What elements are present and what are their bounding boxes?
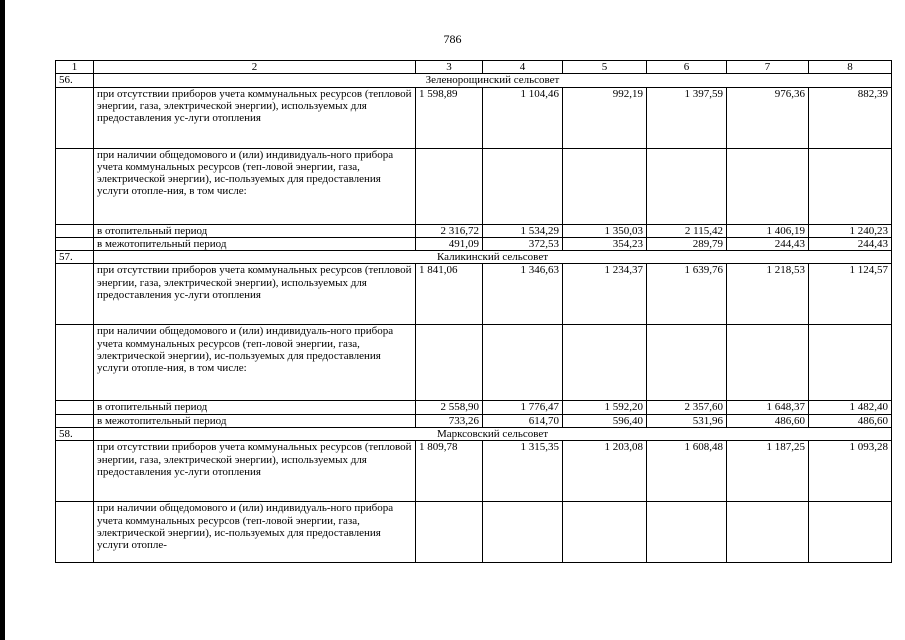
value-cell: 486,60 <box>727 414 809 427</box>
value-cell <box>416 502 483 563</box>
value-cell: 1 240,23 <box>809 224 892 237</box>
row-number-cell <box>56 414 94 427</box>
value-cell <box>483 148 563 224</box>
value-cell <box>416 325 483 401</box>
value-cell: 976,36 <box>727 87 809 148</box>
section-row <box>56 74 892 87</box>
row-number-cell <box>56 502 94 563</box>
row-number-cell <box>56 87 94 148</box>
row-number-cell <box>56 148 94 224</box>
column-header: 7 <box>727 61 809 74</box>
value-cell: 244,43 <box>809 237 892 250</box>
page-edge-bar <box>0 0 5 640</box>
value-cell: 1 350,03 <box>563 224 647 237</box>
section-number: 58. <box>56 428 94 441</box>
value-cell: 614,70 <box>483 414 563 427</box>
value-cell: 1 809,78 <box>416 441 483 502</box>
row-label: в отопительный период <box>94 401 416 414</box>
row-label: при наличии общедомового и (или) индивидуаль-ного прибора учета коммунальных ресурсов (теп-ловой энергии, газа, электрической энергии), ис-пользуемых для предоставления услуги отопле-ния, в том числе: <box>94 325 416 401</box>
value-cell <box>416 148 483 224</box>
table-row <box>56 401 892 414</box>
value-cell: 596,40 <box>563 414 647 427</box>
value-cell: 1 482,40 <box>809 401 892 414</box>
section-number: 57. <box>56 251 94 264</box>
table-row <box>56 414 892 427</box>
section-row <box>56 251 892 264</box>
value-cell: 992,19 <box>563 87 647 148</box>
table-row <box>56 264 892 325</box>
value-cell: 1 592,20 <box>563 401 647 414</box>
row-number-cell <box>56 325 94 401</box>
value-cell <box>563 502 647 563</box>
section-title: Зеленорощинский сельсовет <box>94 74 892 87</box>
value-cell: 2 115,42 <box>647 224 727 237</box>
column-header: 2 <box>94 61 416 74</box>
value-cell: 2 558,90 <box>416 401 483 414</box>
value-cell: 1 234,37 <box>563 264 647 325</box>
value-cell: 372,53 <box>483 237 563 250</box>
table-row <box>56 224 892 237</box>
value-cell <box>727 148 809 224</box>
value-cell: 531,96 <box>647 414 727 427</box>
value-cell: 1 608,48 <box>647 441 727 502</box>
column-header: 6 <box>647 61 727 74</box>
row-label: в межотопительный период <box>94 237 416 250</box>
value-cell: 289,79 <box>647 237 727 250</box>
table-row <box>56 148 892 224</box>
value-cell <box>647 325 727 401</box>
value-cell: 1 124,57 <box>809 264 892 325</box>
column-header: 5 <box>563 61 647 74</box>
header-row <box>56 61 892 74</box>
value-cell <box>563 148 647 224</box>
value-cell: 882,39 <box>809 87 892 148</box>
value-cell: 1 639,76 <box>647 264 727 325</box>
row-label: при отсутствии приборов учета коммунальных ресурсов (тепловой энергии, газа, электрической энергии), используемых для предоставления ус-луги отопления <box>94 87 416 148</box>
value-cell: 354,23 <box>563 237 647 250</box>
row-label: при наличии общедомового и (или) индивидуаль-ного прибора учета коммунальных ресурсов (теп-ловой энергии, газа, электрической энергии), ис-пользуемых для предоставления услуги отопле-ния, в том числе: <box>94 148 416 224</box>
value-cell: 244,43 <box>727 237 809 250</box>
row-label: в межотопительный период <box>94 414 416 427</box>
row-number-cell <box>56 441 94 502</box>
value-cell: 1 776,47 <box>483 401 563 414</box>
table-row <box>56 237 892 250</box>
value-cell: 491,09 <box>416 237 483 250</box>
value-cell: 1 346,63 <box>483 264 563 325</box>
value-cell <box>809 502 892 563</box>
table-row <box>56 325 892 401</box>
value-cell <box>809 148 892 224</box>
value-cell: 1 648,37 <box>727 401 809 414</box>
tariff-table <box>55 60 892 563</box>
value-cell: 2 357,60 <box>647 401 727 414</box>
value-cell <box>809 325 892 401</box>
value-cell <box>727 502 809 563</box>
value-cell: 1 598,89 <box>416 87 483 148</box>
value-cell: 1 534,29 <box>483 224 563 237</box>
row-label: при наличии общедомового и (или) индивидуаль-ного прибора учета коммунальных ресурсов (теп-ловой энергии, газа, электрической энергии), ис-пользуемых для предоставления услуги отопле- <box>94 502 416 563</box>
value-cell: 1 093,28 <box>809 441 892 502</box>
column-header: 3 <box>416 61 483 74</box>
row-number-cell <box>56 264 94 325</box>
row-number-cell <box>56 224 94 237</box>
value-cell: 2 316,72 <box>416 224 483 237</box>
row-label: при отсутствии приборов учета коммунальных ресурсов (тепловой энергии, газа, электрической энергии), используемых для предоставления ус-луги отопления <box>94 264 416 325</box>
section-number: 56. <box>56 74 94 87</box>
row-label: в отопительный период <box>94 224 416 237</box>
value-cell: 1 104,46 <box>483 87 563 148</box>
value-cell: 486,60 <box>809 414 892 427</box>
value-cell <box>483 325 563 401</box>
value-cell <box>563 325 647 401</box>
value-cell <box>647 148 727 224</box>
row-number-cell <box>56 401 94 414</box>
value-cell: 1 203,08 <box>563 441 647 502</box>
value-cell: 1 406,19 <box>727 224 809 237</box>
row-number-cell <box>56 237 94 250</box>
section-title: Марксовский сельсовет <box>94 428 892 441</box>
section-row <box>56 428 892 441</box>
value-cell: 1 187,25 <box>727 441 809 502</box>
column-header: 1 <box>56 61 94 74</box>
column-header: 8 <box>809 61 892 74</box>
row-label: при отсутствии приборов учета коммунальных ресурсов (тепловой энергии, газа, электрической энергии), используемых для предоставления ус-луги отопления <box>94 441 416 502</box>
value-cell <box>483 502 563 563</box>
column-header: 4 <box>483 61 563 74</box>
table-row <box>56 87 892 148</box>
value-cell: 1 397,59 <box>647 87 727 148</box>
table-row <box>56 502 892 563</box>
value-cell: 1 841,06 <box>416 264 483 325</box>
value-cell: 1 315,35 <box>483 441 563 502</box>
value-cell <box>647 502 727 563</box>
value-cell: 1 218,53 <box>727 264 809 325</box>
value-cell: 733,26 <box>416 414 483 427</box>
page-number: 786 <box>443 32 462 46</box>
value-cell <box>727 325 809 401</box>
section-title: Каликинский сельсовет <box>94 251 892 264</box>
table-row <box>56 441 892 502</box>
